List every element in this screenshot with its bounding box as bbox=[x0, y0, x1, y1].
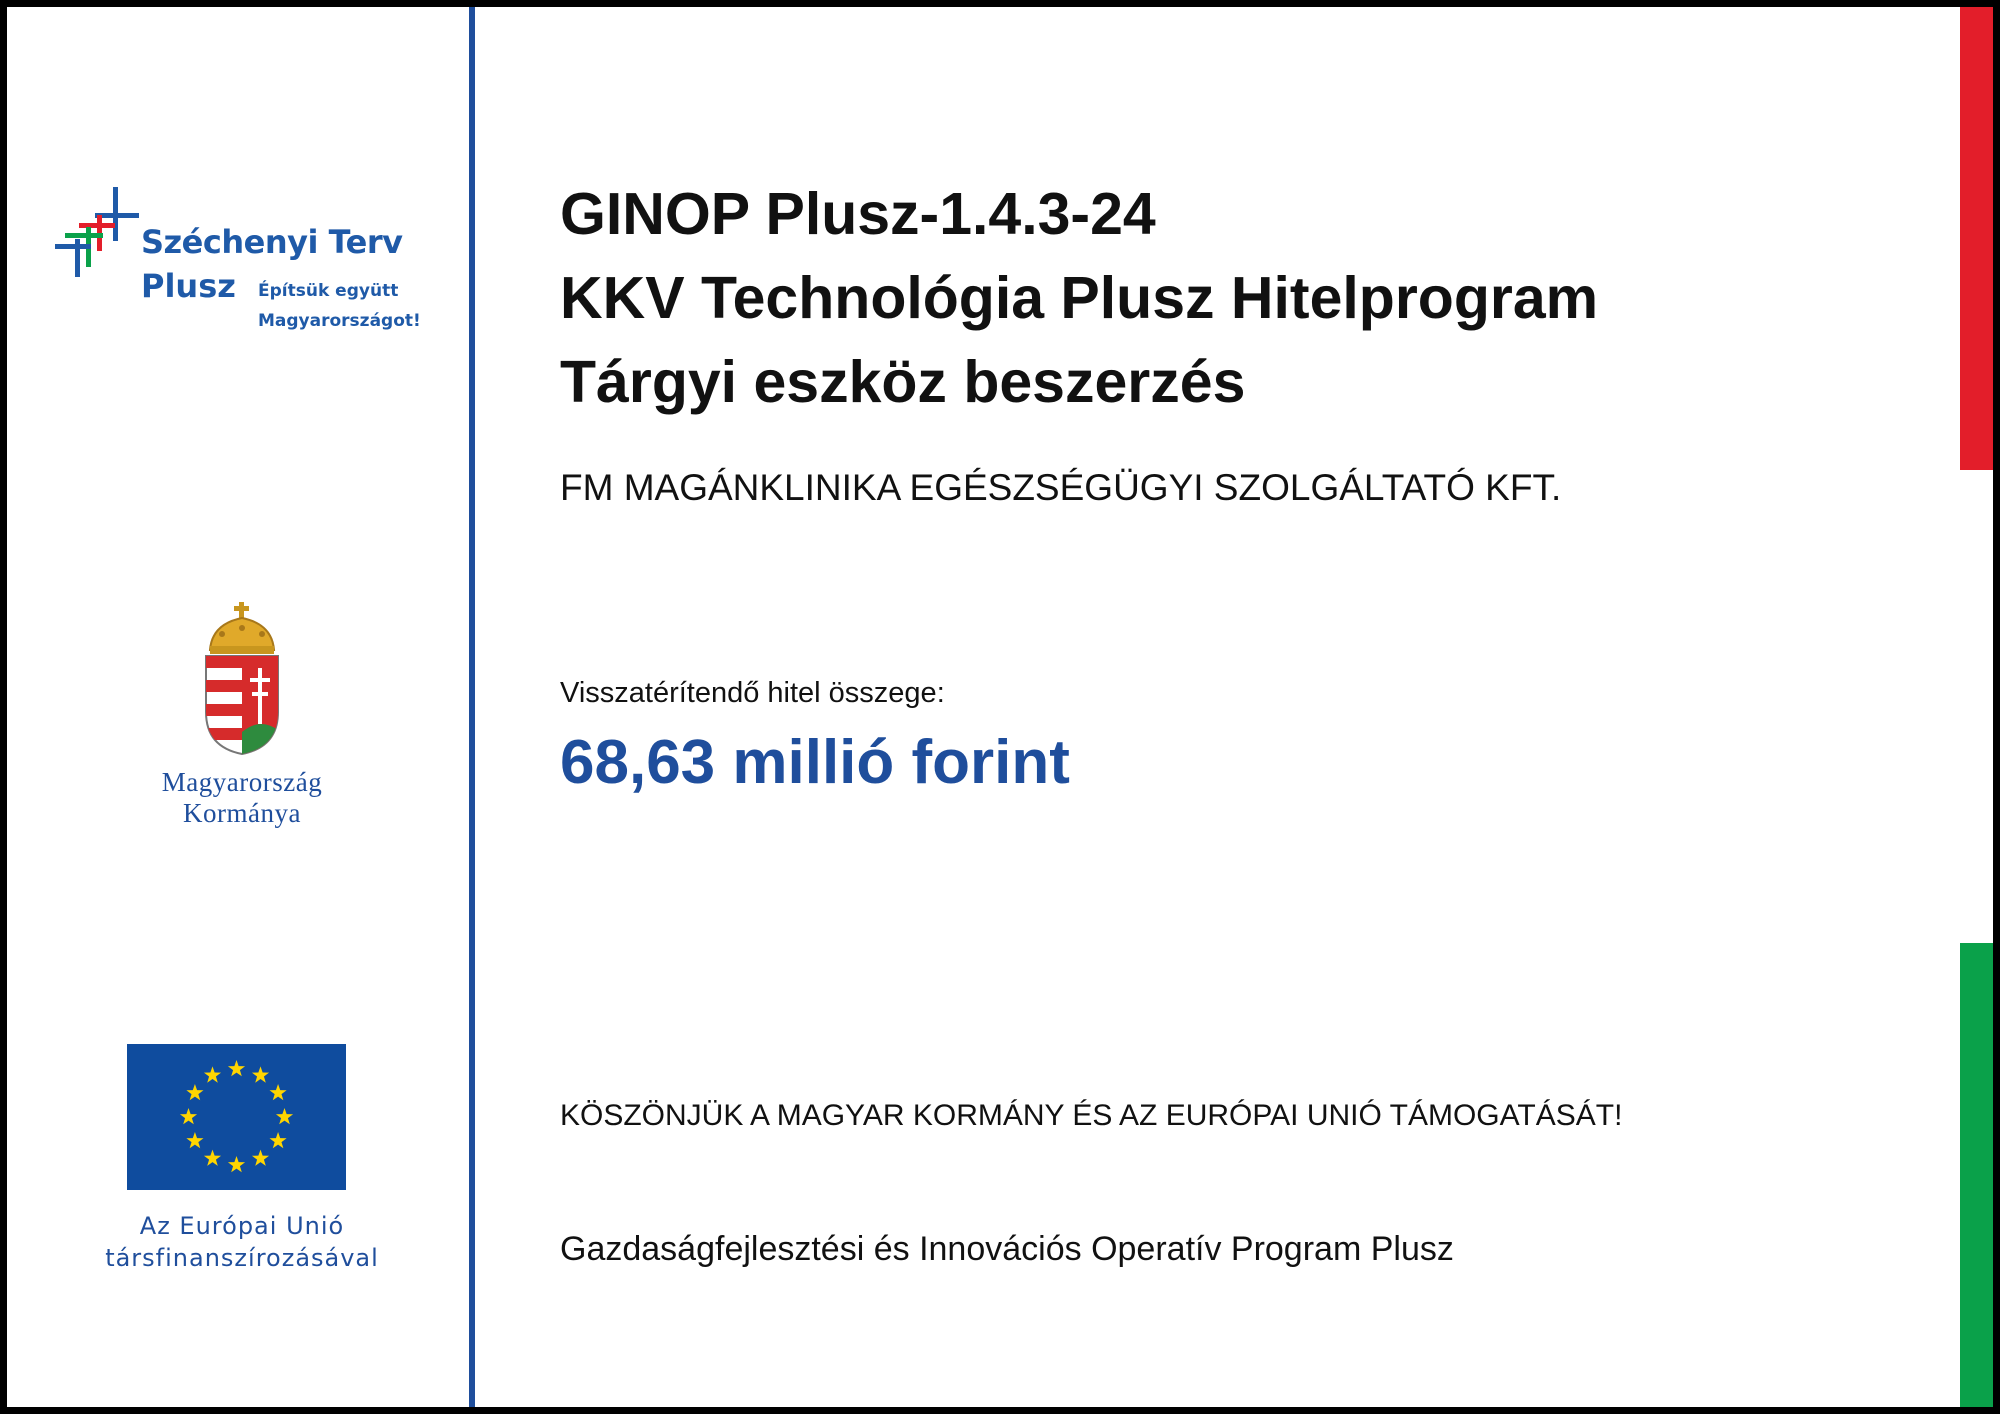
title-line-code: GINOP Plusz-1.4.3-24 bbox=[560, 181, 1156, 247]
project-title bbox=[560, 172, 1598, 424]
title-line-program: KKV Technológia Plusz Hitelprogram bbox=[560, 265, 1599, 331]
column-divider bbox=[469, 7, 475, 1407]
loan-amount-label: Visszatérítendő hitel összege: bbox=[560, 677, 945, 709]
government-name-line-1: Magyarország bbox=[161, 767, 323, 797]
eu-logo bbox=[77, 1044, 407, 1284]
eu-caption-line-2: társfinanszírozásával bbox=[105, 1244, 379, 1272]
flag-stripe-green bbox=[1960, 943, 1993, 1407]
flag-stripe-red bbox=[1960, 7, 1993, 470]
szechenyi-name: Széchenyi Terv bbox=[141, 223, 403, 261]
beneficiary-company: FM MAGÁNKLINIKA EGÉSZSÉGÜGYI SZOLGÁLTATÓ KFT. bbox=[560, 467, 1562, 508]
government-name-line-2: Kormánya bbox=[183, 798, 301, 828]
government-logo bbox=[87, 602, 397, 837]
operational-program-name: Gazdaságfejlesztési és Innovációs Operatív Program Plusz bbox=[560, 1230, 1454, 1268]
szechenyi-terv-logo bbox=[55, 187, 435, 347]
poster-sheet bbox=[7, 7, 1993, 1407]
szechenyi-plusz: Plusz bbox=[141, 267, 236, 305]
hungarian-coat-of-arms-icon bbox=[192, 602, 292, 757]
thanks-statement: KÖSZÖNJÜK A MAGYAR KORMÁNY ÉS AZ EURÓPAI UNIÓ TÁMOGATÁSÁT! bbox=[560, 1099, 1623, 1132]
loan-amount-value: 68,63 millió forint bbox=[560, 728, 1070, 797]
title-line-purpose: Tárgyi eszköz beszerzés bbox=[560, 349, 1246, 415]
szechenyi-cross-icon bbox=[55, 187, 145, 287]
eu-caption-line-1: Az Európai Unió bbox=[139, 1212, 345, 1240]
eu-flag-icon bbox=[127, 1044, 346, 1190]
szechenyi-tagline-1: Építsük együtt bbox=[258, 281, 399, 301]
szechenyi-tagline-2: Magyarországot! bbox=[258, 311, 421, 331]
